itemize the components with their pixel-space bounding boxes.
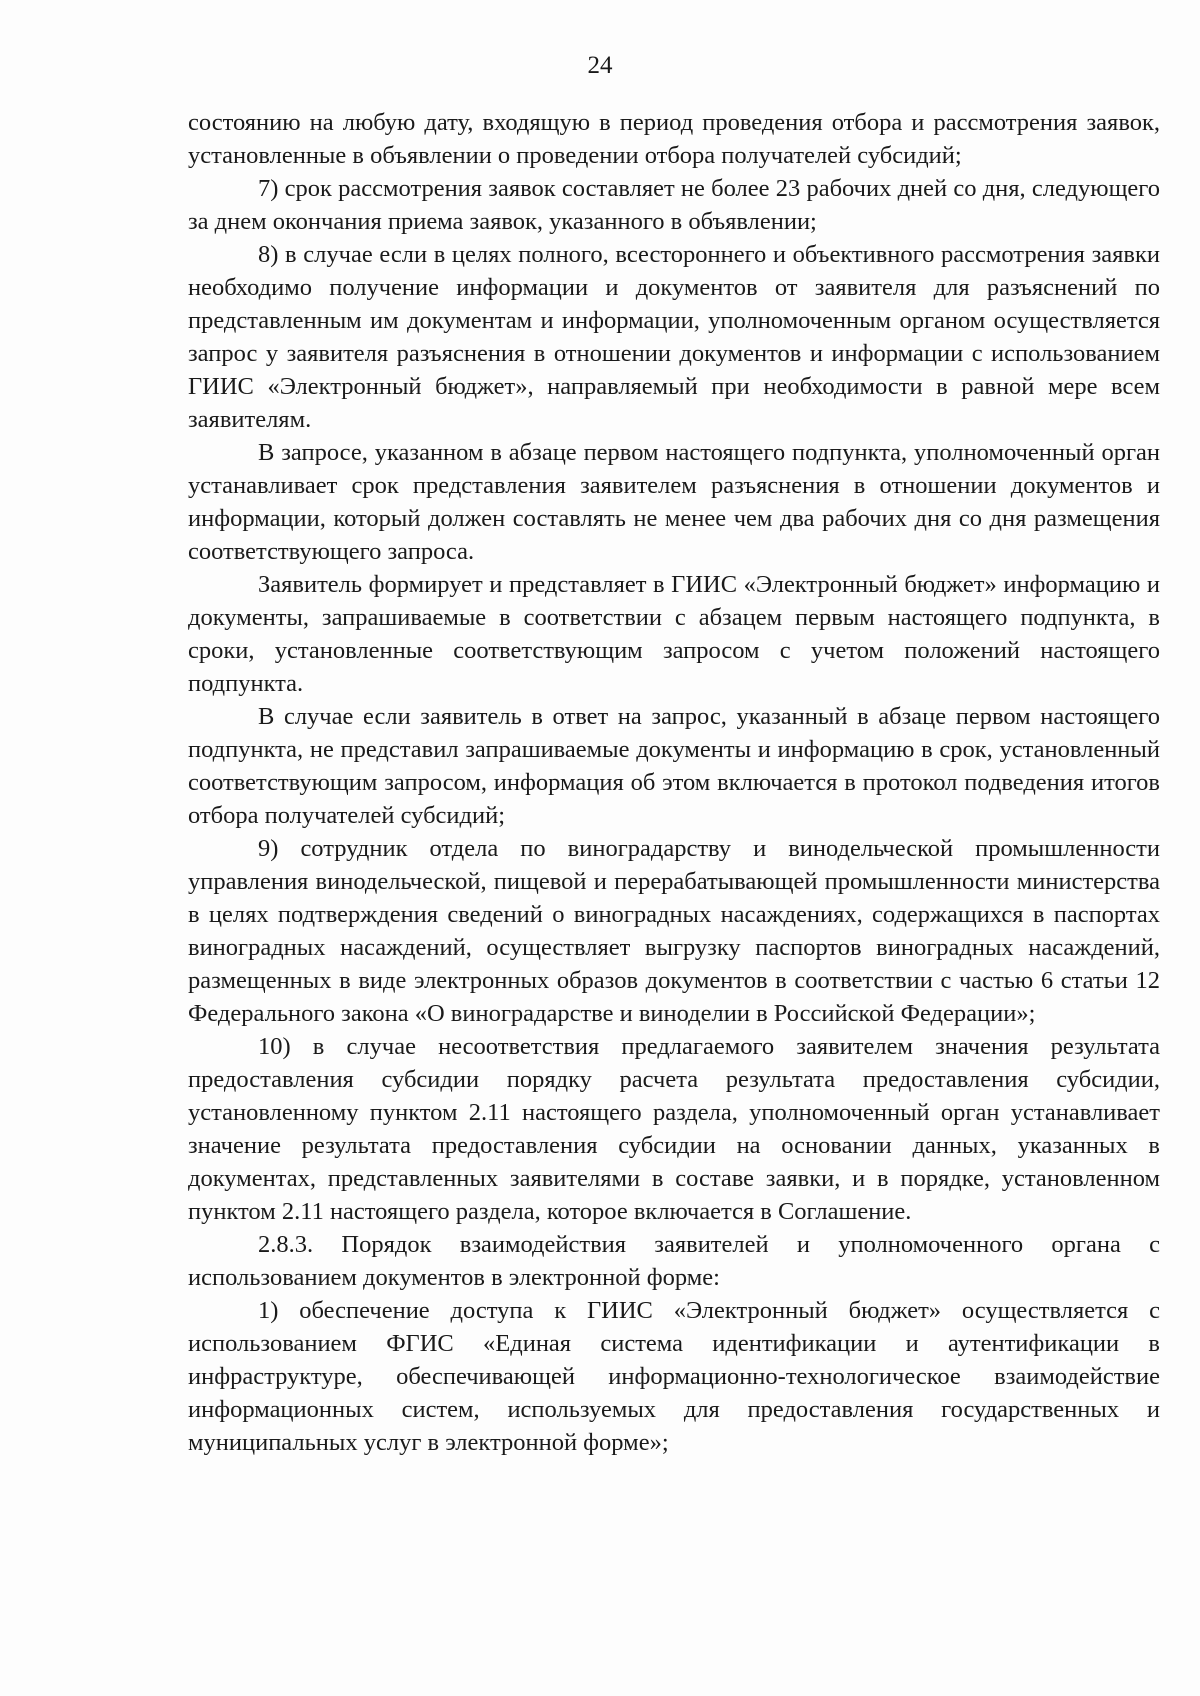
- paragraph-item-8: 8) в случае если в целях полного, всестороннего и объективного рассмотрения заявки необходимо получение информации и документов от заявителя для разъяснений по представленным им документам и информации, уполномоченным органом осуществляется запрос у заявителя разъяснения в отношении документов и информации с использованием ГИИС «Электронный бюджет», направляемый при необходимости в равной мере всем заявителям.: [188, 241, 1160, 433]
- paragraph-item-10: 10) в случае несоответствия предлагаемого заявителем значения результата предоставления субсидии порядку расчета результата предоставления субсидии, установленному пунктом 2.11 настоящего раздела, уполномоченный орган устанавливает значение результата предоставления субсидии на основании данных, указанных в документах, представленных заявителями в составе заявки, и в порядке, установленном пунктом 2.11 настоящего раздела, которое включается в Соглашение.: [188, 1033, 1160, 1225]
- paragraph-section-2-8-3: 2.8.3. Порядок взаимодействия заявителей и уполномоченного органа с использованием документов в электронной форме:: [188, 1231, 1160, 1291]
- paragraph-item-7: 7) срок рассмотрения заявок составляет не более 23 рабочих дней со дня, следующего за днем окончания приема заявок, указанного в объявлении;: [188, 175, 1160, 235]
- paragraph-item-9: 9) сотрудник отдела по виноградарству и винодельческой промышленности управления винодельческой, пищевой и перерабатывающей промышленности министерства в целях подтверждения сведений о виноградных насаждениях, содержащихся в паспортах виноградных насаждений, осуществляет выгрузку паспортов виноградных насаждений, размещенных в виде электронных образов документов в соответствии с частью 6 статьи 12 Федерального закона «О виноградарстве и виноделии в Российской Федерации»;: [188, 835, 1160, 1027]
- paragraph-applicant-response: Заявитель формирует и представляет в ГИИС «Электронный бюджет» информацию и документы, запрашиваемые в соответствии с абзацем первым настоящего подпункта, в сроки, установленные соответствующим запросом с учетом положений настоящего подпункта.: [188, 571, 1160, 697]
- document-body: [188, 106, 1160, 1459]
- paragraph-non-response: В случае если заявитель в ответ на запрос, указанный в абзаце первом настоящего подпункта, не представил запрашиваемые документы и информацию в срок, установленный соответствующим запросом, информация об этом включается в протокол подведения итогов отбора получателей субсидий;: [188, 703, 1160, 829]
- paragraph-continuation: состоянию на любую дату, входящую в период проведения отбора и рассмотрения заявок, установленные в объявлении о проведении отбора получателей субсидий;: [188, 109, 1160, 169]
- page-number: 24: [587, 52, 613, 79]
- paragraph-subitem-1: 1) обеспечение доступа к ГИИС «Электронный бюджет» осуществляется с использованием ФГИС «Единая система идентификации и аутентификации в инфраструктуре, обеспечивающей информационно-технологическое взаимодействие информационных систем, используемых для предоставления государственных и муниципальных услуг в электронной форме»;: [188, 1297, 1160, 1456]
- paragraph-request-deadline: В запросе, указанном в абзаце первом настоящего подпункта, уполномоченный орган устанавливает срок представления заявителем разъяснения в отношении документов и информации, который должен составлять не менее чем два рабочих дня со дня размещения соответствующего запроса.: [188, 439, 1160, 565]
